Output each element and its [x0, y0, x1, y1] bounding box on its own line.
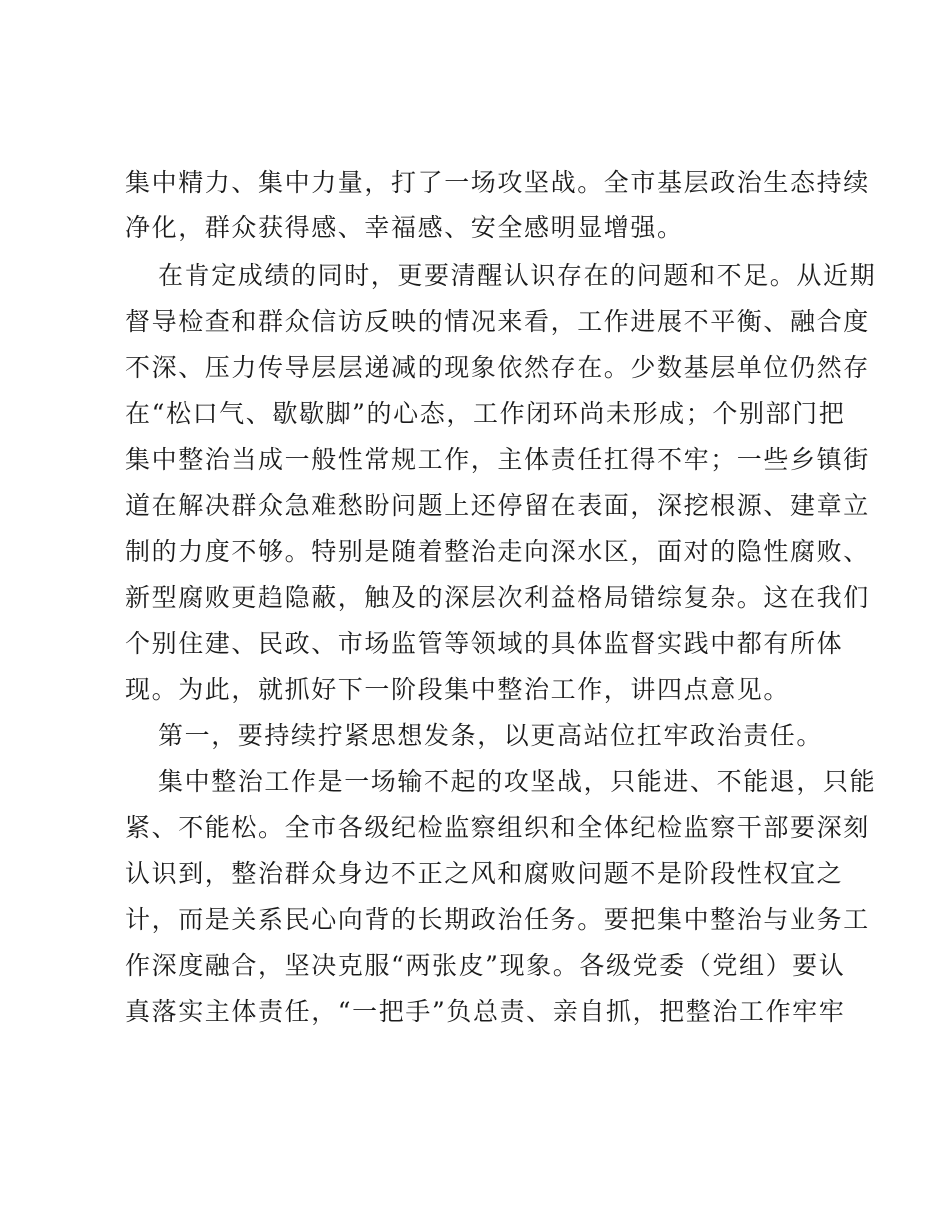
- paragraph-start-line: 在肯定成绩的同时，更要清醒认识存在的问题和不足。从近期: [158, 261, 877, 290]
- text-line: 计，而是关系民心向背的长期政治任务。要把集中整治与业务工: [125, 905, 870, 934]
- text-line: 集中整治当成一般性常规工作，主体责任扛得不牢；一些乡镇街: [125, 445, 870, 474]
- text-line: 新型腐败更趋隐蔽，触及的深层次利益格局错综复杂。这在我们: [125, 583, 870, 612]
- text-line: 个别住建、民政、市场监管等领域的具体监督实践中都有所体: [125, 629, 844, 658]
- text-line: 紧、不能松。全市各级纪检监察组织和全体纪检监察干部要深刻: [125, 813, 870, 842]
- text-line: 现。为此，就抓好下一阶段集中整治工作，讲四点意见。: [125, 675, 791, 704]
- text-line: 认识到，整治群众身边不正之风和腐败问题不是阶段性权宜之: [125, 859, 844, 888]
- text-line: 集中精力、集中力量，打了一场攻坚战。全市基层政治生态持续: [125, 168, 870, 197]
- text-line: 真落实主体责任，“一把手”负总责、亲自抓，把整治工作牢牢: [125, 997, 846, 1026]
- text-line: 制的力度不够。特别是随着整治走向深水区，面对的隐性腐败、: [125, 537, 870, 566]
- text-line: 道在解决群众急难愁盼问题上还停留在表面，深挖根源、建章立: [125, 491, 870, 520]
- text-line: 在“松口气、歇歇脚”的心态，工作闭环尚未形成；个别部门把: [125, 399, 846, 428]
- text-line: 净化，群众获得感、幸福感、安全感明显增强。: [125, 213, 684, 242]
- section-heading: 第一，要持续拧紧思想发条，以更高站位扛牢政治责任。: [158, 721, 824, 750]
- text-line: 不深、压力传导层层递减的现象依然存在。少数基层单位仍然存: [125, 353, 870, 382]
- text-line: 督导检查和群众信访反映的情况来看，工作进展不平衡、融合度: [125, 307, 870, 336]
- text-line: 作深度融合，坚决克服“两张皮”现象。各级党委（党组）要认: [125, 951, 846, 980]
- paragraph-start-line: 集中整治工作是一场输不起的攻坚战，只能进、不能退，只能: [158, 767, 877, 796]
